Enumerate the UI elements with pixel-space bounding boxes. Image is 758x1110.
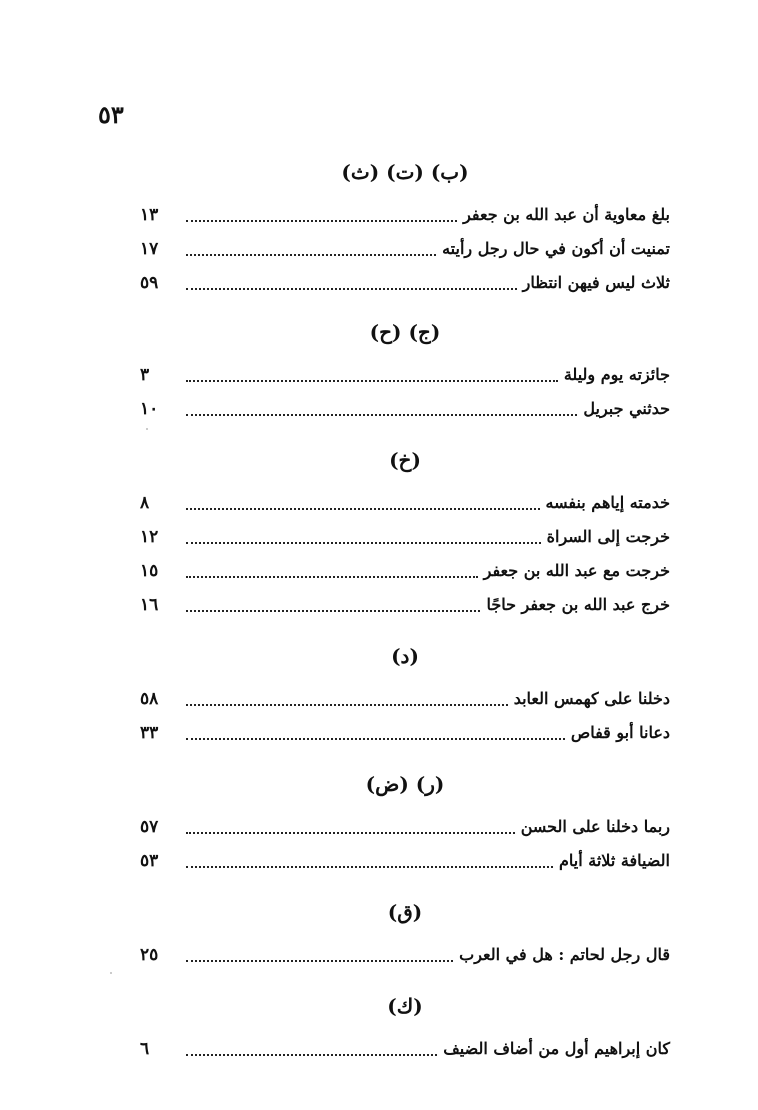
entry-page-number: ٣٣ <box>140 723 159 743</box>
entry-page-number: ٥٨ <box>140 689 159 709</box>
index-entry <box>140 844 670 878</box>
section-heading: (ر) (ض) <box>365 772 445 796</box>
entry-page-number: ١٥ <box>140 561 159 581</box>
entry-title: خرجت إلى السراة <box>546 527 670 546</box>
index-entry <box>140 486 670 520</box>
index-section <box>140 152 670 300</box>
dot-leader <box>186 832 515 834</box>
dot-leader <box>186 254 436 256</box>
index-section <box>140 636 670 750</box>
index-entry <box>140 232 670 266</box>
index-sections <box>140 152 670 1080</box>
entry-page-number: ١٠ <box>140 399 159 419</box>
entry-page-number: ٥٣ <box>140 851 159 871</box>
section-heading: (د) <box>391 644 419 668</box>
dot-leader <box>186 704 508 706</box>
dot-leader <box>186 738 565 740</box>
section-heading: (خ) <box>389 448 421 472</box>
entry-title: دخلنا على كهمس العابد <box>513 689 670 708</box>
entry-title: جائزته يوم وليلة <box>563 365 670 384</box>
entry-page-number: ٦ <box>140 1039 150 1059</box>
page-number: ٥٣ <box>98 100 124 129</box>
index-entry <box>140 588 670 622</box>
entry-title: خرجت مع عبد الله بن جعفر <box>483 561 670 580</box>
scan-speck <box>146 428 148 430</box>
dot-leader <box>186 288 517 290</box>
entry-title: تمنيت أن أكون في حال رجل رأيته <box>442 239 670 258</box>
section-heading: (ق) <box>387 900 423 924</box>
entry-page-number: ٢٥ <box>140 945 159 965</box>
dot-leader <box>186 1054 437 1056</box>
index-entry <box>140 810 670 844</box>
entry-page-number: ٨ <box>140 493 150 513</box>
section-heading: (ك) <box>387 994 423 1018</box>
index-section <box>140 764 670 878</box>
entry-title: حدثني جبريل <box>583 399 670 418</box>
entry-title: خدمته إياهم بنفسه <box>545 493 670 512</box>
index-entry <box>140 520 670 554</box>
index-entry <box>140 198 670 232</box>
dot-leader <box>186 220 457 222</box>
entry-page-number: ١٢ <box>140 527 159 547</box>
dot-leader <box>186 542 541 544</box>
entry-title: كان إبراهيم أول من أضاف الضيف <box>443 1039 670 1058</box>
index-entry <box>140 554 670 588</box>
entry-title: ربما دخلنا على الحسن <box>520 817 670 836</box>
index-entry <box>140 716 670 750</box>
entry-title: بلغ معاوية أن عبد الله بن جعفر <box>463 205 670 224</box>
entry-title: خرج عبد الله بن جعفر حاجًا <box>486 595 670 614</box>
index-section <box>140 312 670 426</box>
dot-leader <box>186 866 553 868</box>
dot-leader <box>186 508 540 510</box>
entry-page-number: ١٣ <box>140 205 159 225</box>
index-entry <box>140 266 670 300</box>
scan-speck <box>110 972 112 974</box>
dot-leader <box>186 576 478 578</box>
entry-page-number: ١٦ <box>140 595 159 615</box>
entry-page-number: ١٧ <box>140 239 159 259</box>
entry-title: ثلاث ليس فيهن انتظار <box>522 273 670 292</box>
section-heading: (ج) (ح) <box>369 320 441 344</box>
dot-leader <box>186 380 558 382</box>
dot-leader <box>186 960 453 962</box>
index-entry <box>140 682 670 716</box>
index-section <box>140 440 670 622</box>
index-section <box>140 986 670 1066</box>
entry-page-number: ٥٩ <box>140 273 159 293</box>
index-section <box>140 892 670 972</box>
entry-title: قال رجل لحاتم : هل في العرب <box>459 945 670 964</box>
entry-page-number: ٣ <box>140 365 150 385</box>
entry-title: الضيافة ثلاثة أيام <box>559 851 670 870</box>
index-entry <box>140 392 670 426</box>
index-entry <box>140 358 670 392</box>
dot-leader <box>186 414 577 416</box>
entry-page-number: ٥٧ <box>140 817 159 837</box>
entry-title: دعانا أبو قفاص <box>570 723 670 742</box>
section-heading: (ب) (ت) (ث) <box>341 160 469 184</box>
dot-leader <box>186 610 480 612</box>
index-entry <box>140 1032 670 1066</box>
index-entry <box>140 938 670 972</box>
